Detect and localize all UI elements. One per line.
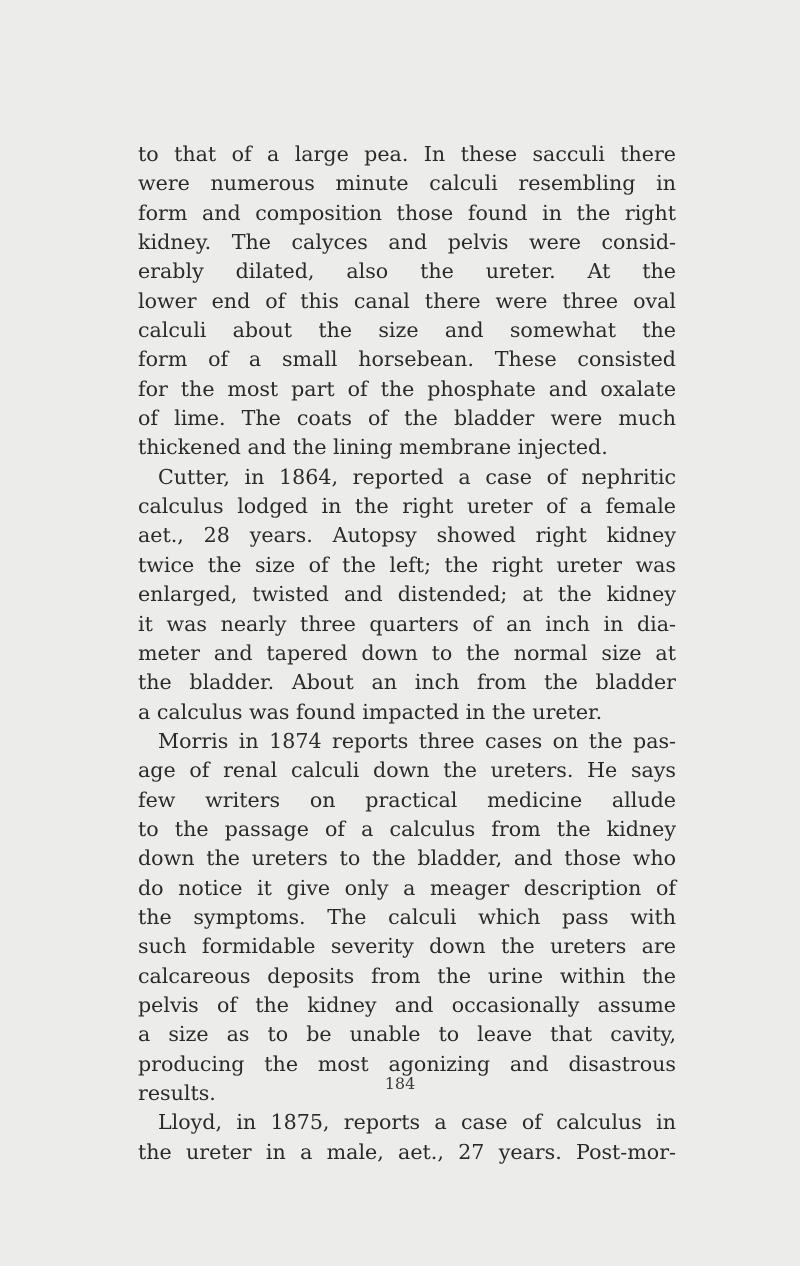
- text-line: to that of a large pea. In these sacculi there: [138, 142, 676, 166]
- text-line: for the most part of the phosphate and oxalate: [138, 376, 676, 401]
- text-line: do notice it give only a meager description of: [138, 875, 676, 900]
- text-line: Lloyd, in 1875, reports a case of calculus in: [158, 1110, 676, 1135]
- text-line: the symptoms. The calculi which pass with: [138, 904, 676, 929]
- text-line: a size as to be unable to leave that cavity,: [138, 1022, 676, 1047]
- text-line: thickened and the lining membrane injected.: [138, 435, 608, 460]
- text-line: a calculus was found impacted in the ureter.: [138, 699, 603, 724]
- text-line: calculi about the size and somewhat the: [138, 318, 676, 343]
- text-line: it was nearly three quarters of an inch in dia-: [138, 611, 676, 636]
- text-line: few writers on practical medicine allude: [138, 787, 676, 812]
- text-line: aet., 28 years. Autopsy showed right kidney: [138, 523, 676, 548]
- text-line: kidney. The calyces and pelvis were consid-: [138, 230, 676, 255]
- text-line: pelvis of the kidney and occasionally assume: [138, 992, 676, 1017]
- text-line: enlarged, twisted and distended; at the kidney: [138, 582, 676, 607]
- text-line: of lime. The coats of the bladder were much: [138, 406, 676, 431]
- text-line: form and composition those found in the right: [138, 200, 676, 225]
- text-line: form of a small horsebean. These consisted: [138, 347, 676, 372]
- text-line: calcareous deposits from the urine within the: [138, 963, 676, 988]
- body-text: [138, 140, 676, 1167]
- text-line: age of renal calculi down the ureters. He says: [138, 758, 676, 783]
- text-line: were numerous minute calculi resembling in: [138, 171, 676, 196]
- text-line: to the passage of a calculus from the kidney: [138, 816, 676, 841]
- text-line: erably dilated, also the ureter. At the: [138, 259, 676, 284]
- page-number: 184: [384, 1074, 416, 1093]
- text-line: meter and tapered down to the normal size at: [138, 640, 676, 665]
- text-line: results.: [138, 1081, 216, 1105]
- text-line: lower end of this canal there were three oval: [138, 288, 676, 313]
- text-line: Morris in 1874 reports three cases on the pas-: [158, 728, 676, 753]
- text-line: calculus lodged in the right ureter of a female: [138, 494, 676, 519]
- text-line: down the ureters to the bladder, and those who: [138, 846, 676, 871]
- text-line: producing the most agonizing and disastrous: [138, 1051, 676, 1076]
- text-line: the bladder. About an inch from the bladder: [138, 670, 676, 695]
- text-line: the ureter in a male, aet., 27 years. Post-mor-: [138, 1139, 676, 1164]
- text-line: such formidable severity down the ureters are: [138, 934, 676, 959]
- text-line: twice the size of the left; the right ureter was: [138, 552, 676, 577]
- text-line: Cutter, in 1864, reported a case of nephritic: [158, 464, 676, 489]
